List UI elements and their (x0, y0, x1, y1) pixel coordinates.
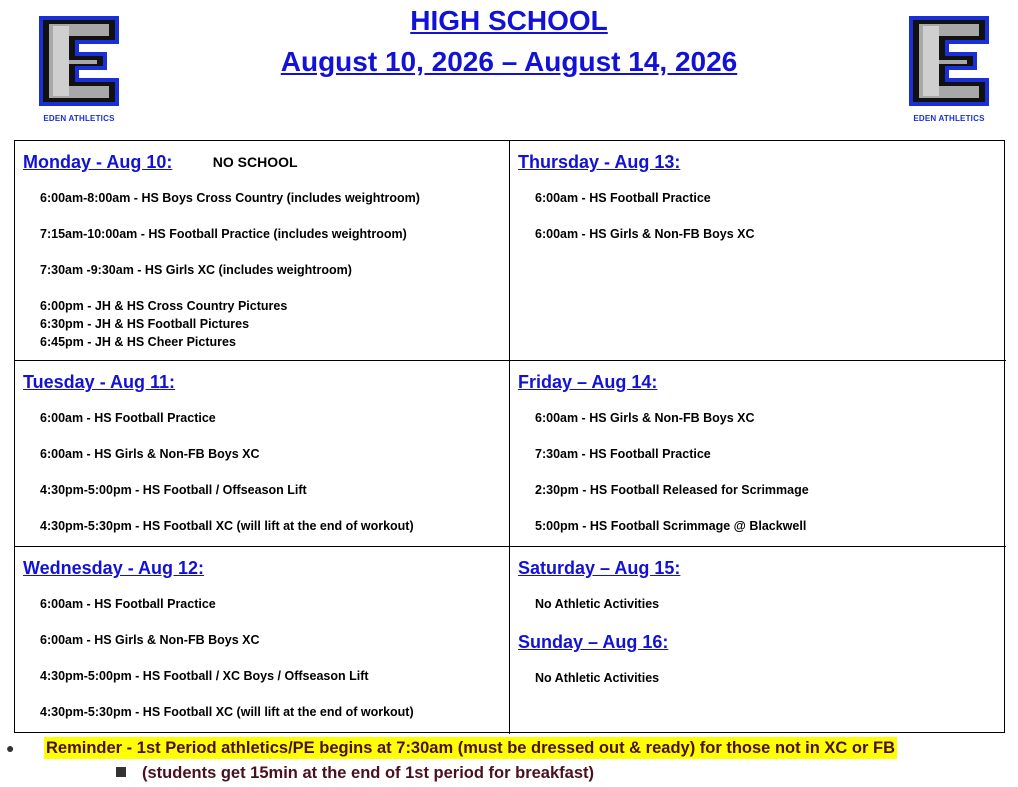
list-item: 6:00am - HS Football Practice (40, 597, 216, 611)
list-item: 6:00am - HS Girls & Non-FB Boys XC (40, 633, 260, 647)
thursday-cell (510, 141, 1006, 361)
reminder-line (0, 737, 1018, 761)
logo-caption: EDEN ATHLETICS (913, 114, 985, 123)
list-item: 6:00am-8:00am - HS Boys Cross Country (includes weightroom) (40, 191, 420, 205)
list-item: No Athletic Activities (535, 597, 660, 611)
list-item: 6:00am - HS Football Practice (535, 191, 711, 205)
list-item: 6:30pm - JH & HS Football Pictures (40, 317, 250, 331)
list-item: 7:30am - HS Football Practice (535, 447, 711, 461)
logo-caption: EDEN ATHLETICS (43, 114, 115, 123)
list-item: 6:00am - HS Girls & Non-FB Boys XC (40, 447, 260, 461)
friday-heading: Friday – Aug 14: (518, 372, 658, 392)
page-title: HIGH SCHOOL (410, 5, 608, 36)
square-bullet-icon (116, 767, 126, 777)
list-item: 6:45pm - JH & HS Cheer Pictures (40, 335, 236, 349)
wednesday-cell (15, 547, 510, 734)
list-item: 6:00am - HS Girls & Non-FB Boys XC (535, 227, 755, 241)
list-item: 6:00am - HS Football Practice (40, 411, 216, 425)
list-item: 2:30pm - HS Football Released for Scrimmage (535, 483, 809, 497)
list-item: 4:30pm-5:00pm - HS Football / Offseason Lift (40, 483, 307, 497)
no-school-note: NO SCHOOL (212, 154, 298, 170)
tuesday-heading: Tuesday - Aug 11: (23, 372, 176, 392)
tuesday-cell (15, 361, 510, 547)
list-item: 4:30pm-5:30pm - HS Football XC (will lift at the end of workout) (40, 705, 414, 719)
list-item: No Athletic Activities (535, 671, 660, 685)
schedule-table (14, 140, 1005, 733)
friday-cell (510, 361, 1006, 547)
list-item: 7:15am-10:00am - HS Football Practice (includes weightroom) (40, 227, 407, 241)
thursday-heading: Thursday - Aug 13: (518, 152, 681, 172)
list-item: 6:00pm - JH & HS Cross Country Pictures (40, 299, 288, 313)
reminder-subnote (116, 762, 594, 784)
saturday-heading: Saturday – Aug 15: (518, 558, 681, 578)
list-item: 6:00am - HS Girls & Non-FB Boys XC (535, 411, 755, 425)
monday-cell (15, 141, 510, 361)
list-item: 4:30pm-5:30pm - HS Football XC (will lift at the end of workout) (40, 519, 414, 533)
subnote-text: (students get 15min at the end of 1st period for breakfast) (142, 764, 594, 782)
weekend-cell (510, 547, 1006, 734)
list-item: 4:30pm-5:00pm - HS Football / XC Boys / Offseason Lift (40, 669, 369, 683)
monday-heading: Monday - Aug 10: (23, 152, 173, 172)
wednesday-heading: Wednesday - Aug 12: (23, 558, 205, 578)
list-item: 7:30am -9:30am - HS Girls XC (includes weightroom) (40, 263, 352, 277)
bullet-icon: ● (6, 740, 15, 756)
list-item: 5:00pm - HS Football Scrimmage @ Blackwell (535, 519, 807, 533)
page-date-range: August 10, 2026 – August 14, 2026 (280, 46, 738, 77)
reminder-text: Reminder - 1st Period athletics/PE begins at 7:30am (must be dressed out & ready) for those not in XC or FB (46, 739, 896, 757)
sunday-heading: Sunday – Aug 16: (518, 632, 669, 652)
